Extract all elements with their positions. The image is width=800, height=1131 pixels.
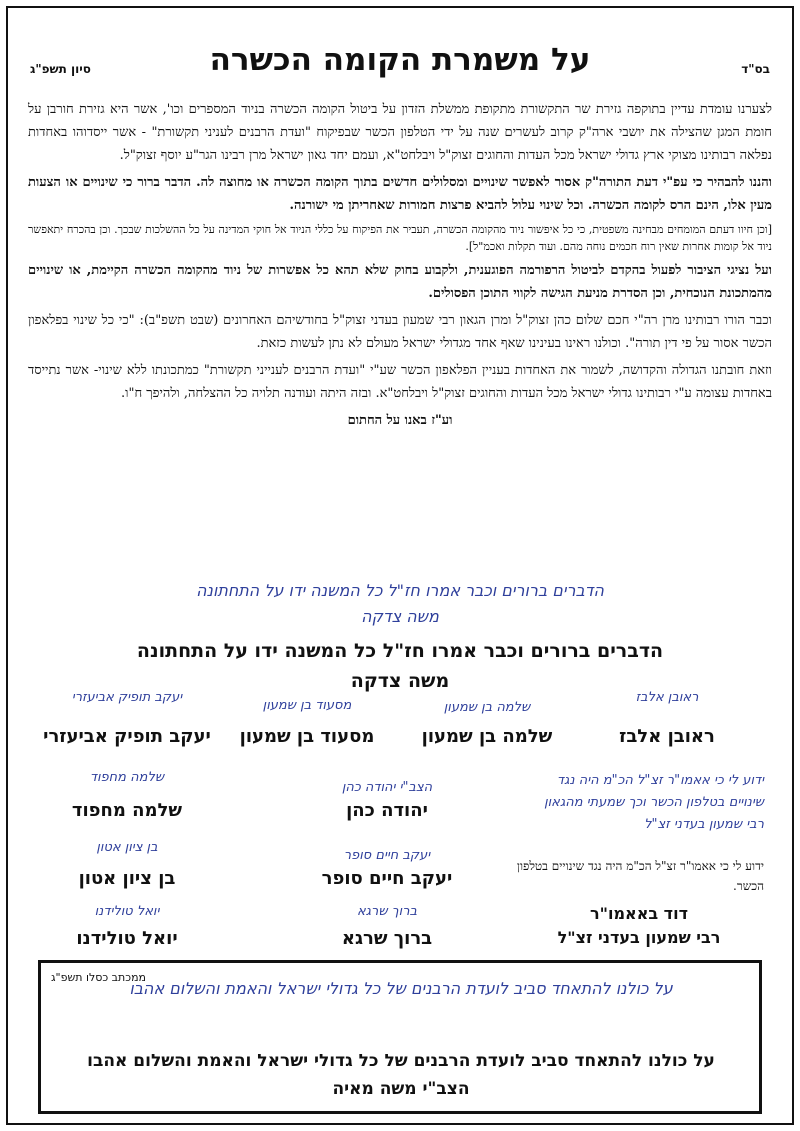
signature-scrawl-10: יואל טולידנו [94,904,160,919]
endorsement-line-2: משה צדקה [350,670,450,692]
endorsement-line-1: הדברים ברורים וכבר אמרו חז"ל כל המשנה ידו על התחתונה [136,640,664,662]
signature-scrawl-7: יעקב חיים סופר [343,848,431,863]
handwritten-line-1: הדברים ברורים וכבר אמרו חז"ל כל המשנה ידו על התחתונה [196,581,604,600]
signature-name-10: יואל טולידנו [76,928,178,949]
paragraph-6: וזאת חובתנו הגדולה והקדושה, לשמור את האחדות בעניין הפלאפון הכשר שע"י "ועדת הרבנים לענייני תקשורת" כמתכונתו ללא שינוי- אשר נתייסד באחדות עצומה ע"י רבותינו גדולי ישראל מכל העדות והחוגים זצוק"ל ויבלחט"א. ובזה היתה ועודנה תלויה כל ההצלחה, ולהיפך ח"ו. [28,363,772,401]
header-date: סיון תשפ"ג [30,62,91,76]
excerpt-line-2: הצב"י משה מאיה [332,1079,470,1099]
signature-name-9: ברוך שרגא [341,928,433,949]
paragraph-2: והננו להבהיר כי עפ"י דעת התורה"ק אסור לאפשר שינויים ומסלולים חדשים בתוך הקומה הכשרה או מחוצה לה. הדבר ברור כי שינויים או הצעות מעין אלו, הינם הרס לקומה הכשרה. וכל שינוי עלול להביא פרצות חמורות שאחריתן מי ישורנה. [28,175,772,213]
signature-scrawl-4: יעקב תופיק אביעזרי [71,690,183,705]
signature-name-7: יעקב חיים סופר [321,868,453,889]
testimony-signer: דוד באאמו"ר [590,904,688,923]
paragraph-4: ועל נציגי הציבור לפעול בהקדם לביטול הרפורמה הפוגענית, ולקבוע בחוק שלא תהא כל אפשרות של ניוד מהקומה הכשרה הקיימת, או שינויים מהמתכונת הנוכחית, וכן הסדרת מניעת הגישה לקווי התוכן הפסולים. [28,263,772,301]
signature-name-6: שלמה מחפוד [71,800,183,821]
printed-testimony: ידוע לי כי אאמו"ר זצ"ל הכ"מ היה נגד שינויים בטלפון הכשר. [516,859,764,893]
excerpt-handwritten: על כולנו להתאחד סביב לועדת הרבנים של כל גדולי ישראל והאמת והשלום אהבו [129,979,673,998]
paragraph-1: לצערנו עומדת עדיין בתוקפה גזירת שר התקשורת מתקופת ממשלת הזדון על ביטול הקומה הכשרה בניוד המספרים וכו', אשר היא גזירת חורבן על חומת המגן שהצילה את יושבי ארה"ק קרוב לעשרים שנה על ידי הטלפון הכשר שבפיקוח "ועדת הרבנים לעניני תקשורת" - אשר ייסדוהו באחדות נפלאה רבותינו מצוקי ארץ גדולי ישראל מכל העדות והחוגים זצוק"ל ויבלחט"א, ועמם יחד גאון ישראל מרן רבינו הגר"ע יוסף זצוק"ל. [28,102,772,163]
handwritten-testimony: ידוע לי כי אאמו"ר זצ"ל הכ"מ היה נגד שינויים בטלפון הכשר וכך שמעתי מהגאון רבי שמעון בעדני זצ"ל [544,773,764,832]
page-title: על משמרת הקומה הכשרה [209,42,591,78]
letter-excerpt-box [38,960,762,1114]
signature-scrawl-3: מסעוד בן שמעון [262,698,352,713]
printed-endorsement [110,636,690,696]
header-bsd: בס"ד [741,62,770,76]
signature-scrawl-6: שלמה מחפוד [89,770,165,785]
signature-name-3: מסעוד בן שמעון [239,726,375,747]
testimony-signer-father: רבי שמעון בעדני זצ"ל [557,928,721,947]
signature-name-4: יעקב תופיק אביעזרי [43,726,211,747]
signature-name-5: יהודה כהן [346,800,428,821]
paragraph-3: [וכן חיוו דעתם המומחים מבחינה משפטית, כי כל איפשור ניוד מהקומה הכשרה, תעביר את הפיקוח על כללי הניוד אל חוקי המדינה על כל ההשלכות שבכך. וכן בהכרח יתאפשר ניוד אל קומות אחרות שאין רוח חכמים נוחה מהם. ועוד תקלות ואכמ"ל]. [28,223,772,253]
main-text [28,98,772,436]
signature-scrawl-9: ברוך שרגא [356,904,418,919]
signature-scrawl-5: הצב"י יהודה כהן [341,780,433,795]
signature-scrawl-1: ראובן אלבז [635,690,699,705]
paragraph-5: וכבר הורו רבותינו מרן רה"י חכם שלום כהן זצוק"ל ומרן הגאון רבי שמעון בעדני זצוק"ל בחודשיהם האחרונים (שבט תשפ"ב): "כי כל שינוי בפלאפון הכשר אסור על פי דין תורה". וכולנו ראינו בעינינו שאף אחד מגדולי ישראל מעולם לא נתן לעשות כזאת. [28,313,772,351]
handwritten-endorsement [110,578,690,630]
excerpt-line-1: על כולנו להתאחד סביב לועדת הרבנים של כל גדולי ישראל והאמת והשלום אהבו [87,1051,715,1071]
signature-name-1: ראובן אלבז [619,726,715,747]
signature-intro: וע"ז באנו על החתום [347,413,453,428]
signature-name-2: שלמה בן שמעון [421,726,553,747]
excerpt-source: ממכתב כסלו תשפ"ג [51,971,147,984]
handwritten-line-2: משה צדקה [361,607,439,626]
signature-scrawl-2: שלמה בן שמעון [443,700,531,715]
excerpt-printed [51,1047,751,1103]
signature-scrawl-8: בן ציון אטון [96,840,158,855]
signature-name-8: בן ציון אטון [78,868,176,889]
